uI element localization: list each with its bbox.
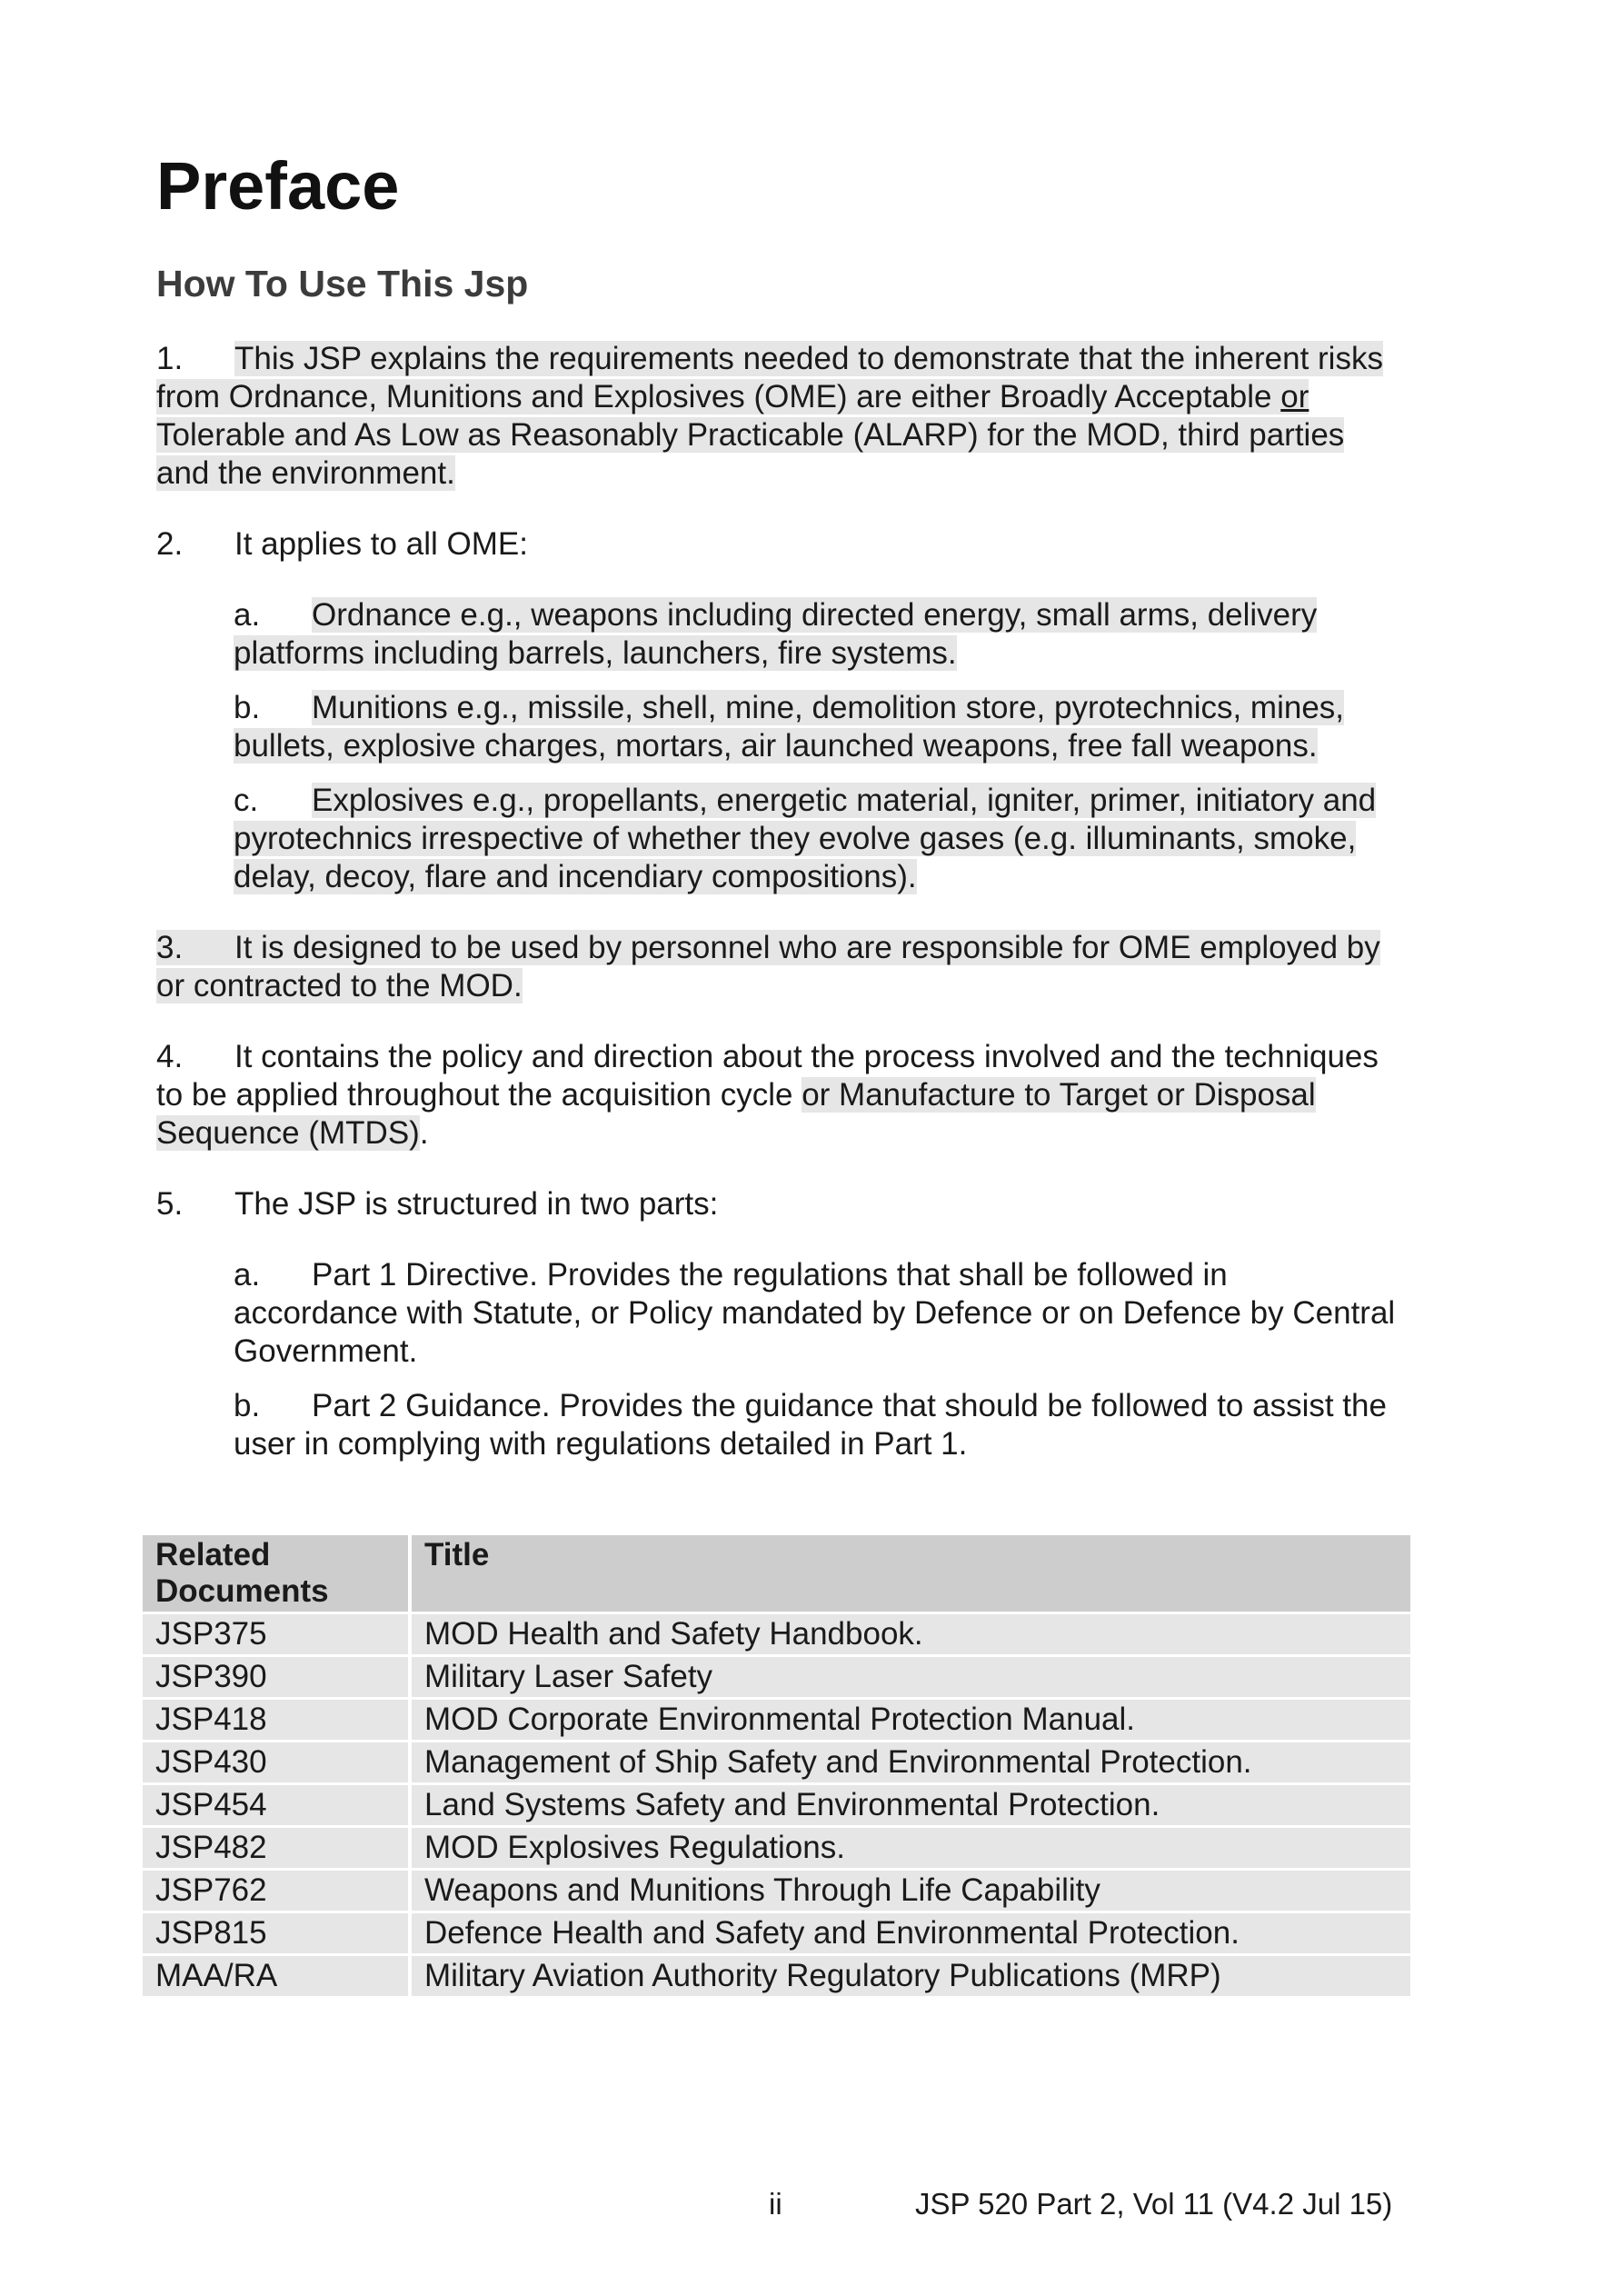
table-row [143, 1613, 1410, 1656]
paragraph-text-part: This JSP explains the requirements needed to demonstrate that the inherent risks from Ordnance, Munitions and Explosives (OME) are either Broadly Acceptable [156, 341, 1383, 414]
paragraph-text: It applies to all OME: [234, 526, 528, 562]
subparagraph-text: Explosives e.g., propellants, energetic material, igniter, primer, initiatory and pyrotechnics irrespective of whether they evolve gases (e.g. illuminants, smoke, delay, decoy, flare and incendiary compositions). [234, 783, 1377, 894]
document-code: JSP390 [143, 1656, 410, 1699]
document-title: MOD Health and Safety Handbook. [410, 1613, 1410, 1656]
document-code: JSP815 [143, 1912, 410, 1955]
table-row [143, 1699, 1410, 1742]
subparagraph-letter: a. [234, 1257, 261, 1293]
paragraph-number: 3. [156, 930, 184, 965]
document-code: JSP762 [143, 1870, 410, 1912]
table-header-row [143, 1535, 1410, 1613]
document-code: JSP454 [143, 1784, 410, 1827]
document-title: Management of Ship Safety and Environmental Protection. [410, 1742, 1410, 1784]
paragraph-text [156, 930, 1380, 1003]
page-title: Preface [156, 148, 400, 224]
related-documents-table [143, 1535, 1410, 1999]
paragraph-text [156, 341, 1383, 491]
paragraph-4 [156, 1038, 1392, 1153]
table-row [143, 1912, 1410, 1955]
subparagraph-letter: a. [234, 597, 261, 633]
paragraph-text-part: It is designed to be used by personnel who are responsible for OME employed by or contracted to the MOD. [156, 930, 1380, 1003]
document-title: Weapons and Munitions Through Life Capability [410, 1870, 1410, 1912]
paragraph-1 [156, 340, 1392, 493]
paragraph-2 [156, 525, 1392, 564]
document-title: MOD Explosives Regulations. [410, 1827, 1410, 1870]
paragraph-number: 1. [156, 341, 184, 376]
subparagraph-5a [234, 1256, 1397, 1371]
paragraph-number: 2. [156, 526, 184, 562]
paragraph-5 [156, 1185, 1392, 1223]
document-code: JSP430 [143, 1742, 410, 1784]
paragraph-number: 5. [156, 1186, 184, 1222]
subparagraph-text: Part 2 Guidance. Provides the guidance that should be followed to assist the user in complying with regulations detailed in Part 1. [234, 1388, 1387, 1462]
table-row [143, 1870, 1410, 1912]
document-code: JSP375 [143, 1613, 410, 1656]
table-row [143, 1742, 1410, 1784]
subparagraph-text: Ordnance e.g., weapons including directed energy, small arms, delivery platforms including barrels, launchers, fire systems. [234, 597, 1318, 671]
document-title: Land Systems Safety and Environmental Protection. [410, 1784, 1410, 1827]
subparagraph-letter: c. [234, 783, 259, 818]
paragraph-3 [156, 929, 1392, 1005]
document-title: Military Laser Safety [410, 1656, 1410, 1699]
subparagraph-letter: b. [234, 690, 261, 725]
subparagraph-text: Munitions e.g., missile, shell, mine, demolition store, pyrotechnics, mines, bullets, explosive charges, mortars, air launched weapons, free fall weapons. [234, 690, 1345, 764]
table-row [143, 1656, 1410, 1699]
subparagraph-text: Part 1 Directive. Provides the regulations that shall be followed in accordance with Statute, or Policy mandated by Defence or on Defence by Central Government. [234, 1257, 1396, 1369]
table-row [143, 1955, 1410, 1998]
table-row [143, 1784, 1410, 1827]
paragraph-text-part: It contains the policy and direction about the process involved and the techniques to be applied throughout the acquisition cycle [156, 1039, 1379, 1113]
subparagraph-2a [234, 596, 1397, 673]
paragraph-text-part: Tolerable and As Low as Reasonably Practicable (ALARP) for the MOD, third parties and the environment. [156, 417, 1345, 491]
subparagraph-letter: b. [234, 1388, 261, 1423]
section-heading: How To Use This Jsp [156, 263, 529, 304]
document-title: MOD Corporate Environmental Protection Manual. [410, 1699, 1410, 1742]
subparagraph-2b [234, 689, 1397, 765]
highlighted-text: or Manufacture to Target or Disposal Sequence (MTDS) [156, 1077, 1316, 1151]
underlined-or: or [1280, 379, 1309, 414]
subparagraph-5b [234, 1387, 1397, 1463]
document-code: MAA/RA [143, 1955, 410, 1998]
document-title: Defence Health and Safety and Environmental Protection. [410, 1912, 1410, 1955]
paragraph-text: The JSP is structured in two parts: [234, 1186, 719, 1222]
column-header-title: Title [410, 1535, 1410, 1613]
column-header-related-documents: Related Documents [143, 1535, 410, 1613]
document-code: JSP482 [143, 1827, 410, 1870]
table-row [143, 1827, 1410, 1870]
paragraph-text-part: . [419, 1115, 429, 1151]
paragraph-number: 4. [156, 1039, 184, 1074]
page-number: ii [769, 2187, 782, 2221]
document-title: Military Aviation Authority Regulatory Publications (MRP) [410, 1955, 1410, 1998]
subparagraph-2c [234, 782, 1397, 896]
document-code: JSP418 [143, 1699, 410, 1742]
document-reference: JSP 520 Part 2, Vol 11 (V4.2 Jul 15) [915, 2187, 1393, 2221]
